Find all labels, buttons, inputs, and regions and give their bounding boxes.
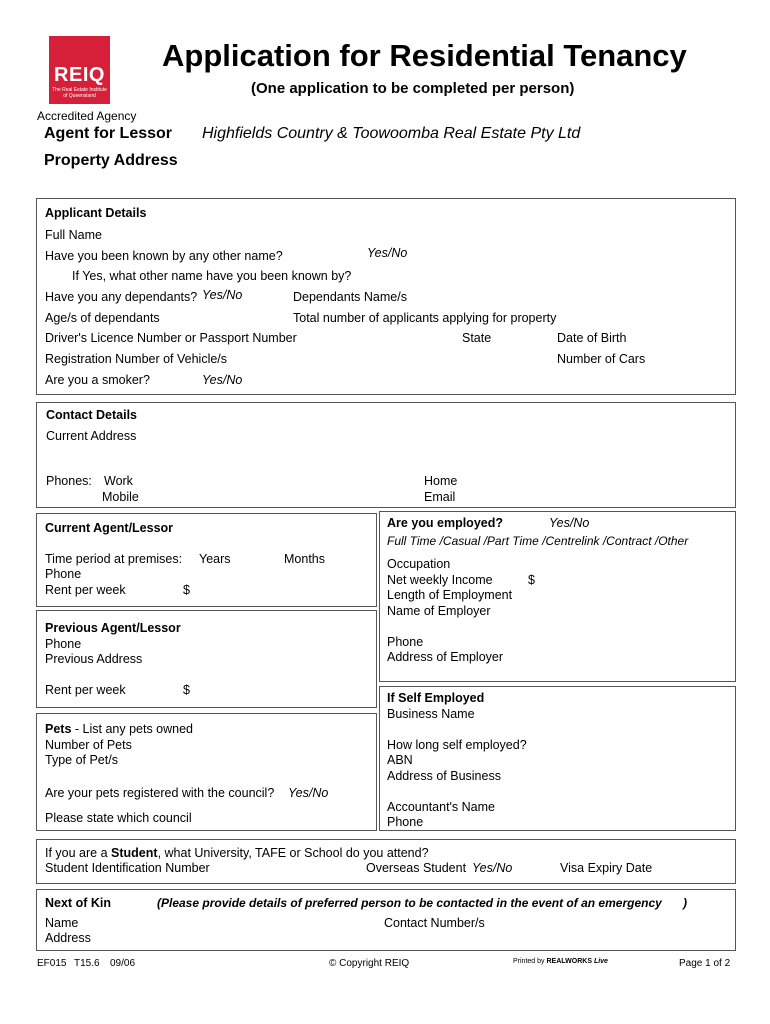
printer-name: REALWORKS — [546, 958, 592, 965]
logo-text: REIQ — [54, 64, 105, 86]
logo-subtitle — [49, 87, 110, 99]
current-rent-label: Rent per week — [45, 583, 126, 597]
employer-name-label: Name of Employer — [387, 604, 491, 618]
accountant-phone-label: Phone — [387, 815, 424, 829]
page-subtitle: (One application to be completed per person) — [251, 80, 575, 97]
kin-address-label: Address — [45, 931, 91, 945]
email-label: Email — [424, 490, 456, 504]
abn-label: ABN — [387, 753, 413, 767]
smoker-yesno: Yes/No — [202, 373, 243, 387]
printed-by — [513, 958, 608, 965]
self-employed-duration-label: How long self employed? — [387, 738, 527, 752]
business-name-label: Business Name — [387, 707, 475, 721]
form-version: T15.6 — [74, 958, 100, 969]
work-phone-label: Work — [104, 474, 133, 488]
copyright: © Copyright REIQ — [329, 958, 410, 969]
next-of-kin-note-close: ) — [683, 896, 687, 910]
employed-heading: Are you employed? — [387, 516, 503, 530]
previous-agent-heading: Previous Agent/Lessor — [45, 621, 181, 635]
previous-rent-label: Rent per week — [45, 683, 126, 697]
accredited-agency-label: Accredited Agency — [37, 109, 137, 123]
time-period-label: Time period at premises: — [45, 552, 183, 566]
form-code: EF015 — [37, 958, 67, 969]
council-label: Please state which council — [45, 811, 192, 825]
current-address-label: Current Address — [46, 429, 137, 443]
dependants-label: Have you any dependants? — [45, 290, 198, 304]
pets-registered-label: Are your pets registered with the council? — [45, 786, 275, 800]
date-of-birth-label: Date of Birth — [557, 331, 627, 345]
pets-heading — [45, 722, 193, 736]
current-agent-heading: Current Agent/Lessor — [45, 521, 174, 535]
kin-name-label: Name — [45, 916, 79, 930]
logo-subtitle-line2: of Queensland — [63, 93, 96, 99]
agent-for-lessor-label: Agent for Lessor — [44, 125, 173, 142]
pets-registered-yesno: Yes/No — [288, 786, 329, 800]
next-of-kin-heading: Next of Kin — [45, 896, 111, 910]
pets-heading-bold: Pets — [45, 722, 72, 736]
employed-yesno: Yes/No — [549, 516, 590, 530]
full-name-label: Full Name — [45, 228, 102, 242]
overseas-student-yesno: Yes/No — [472, 861, 513, 875]
current-agent-phone-label: Phone — [45, 567, 82, 581]
printed-by-label: Printed by — [513, 958, 545, 965]
net-income-dollar: $ — [528, 573, 535, 587]
mobile-phone-label: Mobile — [102, 490, 139, 504]
student-word: Student — [111, 846, 158, 860]
years-label: Years — [199, 552, 231, 566]
type-of-pets-label: Type of Pet/s — [45, 753, 118, 767]
smoker-label: Are you a smoker? — [45, 373, 150, 387]
page-title: Application for Residential Tenancy — [162, 38, 687, 73]
employer-phone-label: Phone — [387, 635, 424, 649]
form-date: 09/06 — [110, 958, 136, 969]
student-question-pre: If you are a — [45, 846, 108, 860]
occupation-label: Occupation — [387, 557, 451, 571]
licence-passport-label: Driver's Licence Number or Passport Number — [45, 331, 297, 345]
number-of-cars-label: Number of Cars — [557, 352, 646, 366]
previous-address-label: Previous Address — [45, 652, 143, 666]
contact-details-section — [36, 402, 736, 508]
number-of-pets-label: Number of Pets — [45, 738, 132, 752]
employment-types: Full Time /Casual /Part Time /Centrelink /Contract /Other — [387, 534, 689, 548]
overseas-student-label: Overseas Student — [366, 861, 467, 875]
page-number: Page 1 of 2 — [679, 958, 731, 969]
applicant-details-heading: Applicant Details — [45, 206, 147, 220]
student-id-label: Student Identification Number — [45, 861, 210, 875]
state-label: State — [462, 331, 492, 345]
phones-label: Phones: — [46, 474, 92, 488]
dependants-yesno: Yes/No — [202, 288, 243, 302]
student-question — [45, 846, 429, 860]
other-name-label: If Yes, what other name have you been known by? — [72, 269, 352, 283]
vehicle-registration-label: Registration Number of Vehicle/s — [45, 352, 228, 366]
property-address-label: Property Address — [44, 152, 178, 169]
known-other-name-label: Have you been known by any other name? — [45, 249, 283, 263]
self-employed-heading: If Self Employed — [387, 691, 485, 705]
net-income-label: Net weekly Income — [387, 573, 493, 587]
current-rent-dollar: $ — [183, 583, 190, 597]
dependants-names-label: Dependants Name/s — [293, 290, 407, 304]
employment-length-label: Length of Employment — [387, 588, 513, 602]
logo-subtitle-line1: The Real Estate Institute — [52, 87, 107, 93]
visa-expiry-label: Visa Expiry Date — [560, 861, 653, 875]
agent-for-lessor-value: Highfields Country & Toowoomba Real Estate Pty Ltd — [202, 125, 581, 142]
previous-agent-phone-label: Phone — [45, 637, 82, 651]
next-of-kin-note: (Please provide details of preferred person to be contacted in the event of an emergency — [157, 896, 662, 910]
student-question-post: , what University, TAFE or School do you attend? — [157, 846, 429, 860]
known-other-name-yesno: Yes/No — [367, 246, 408, 260]
total-applicants-label: Total number of applicants applying for property — [293, 311, 557, 325]
employer-address-label: Address of Employer — [387, 650, 504, 664]
kin-contact-label: Contact Number/s — [384, 916, 485, 930]
months-label: Months — [284, 552, 325, 566]
home-phone-label: Home — [424, 474, 458, 488]
pets-heading-rest: - List any pets owned — [71, 722, 194, 736]
printer-live: Live — [593, 958, 608, 965]
dependants-ages-label: Age/s of dependants — [45, 311, 160, 325]
accountant-name-label: Accountant's Name — [387, 800, 495, 814]
business-address-label: Address of Business — [387, 769, 501, 783]
previous-rent-dollar: $ — [183, 683, 190, 697]
contact-details-heading: Contact Details — [46, 408, 137, 422]
